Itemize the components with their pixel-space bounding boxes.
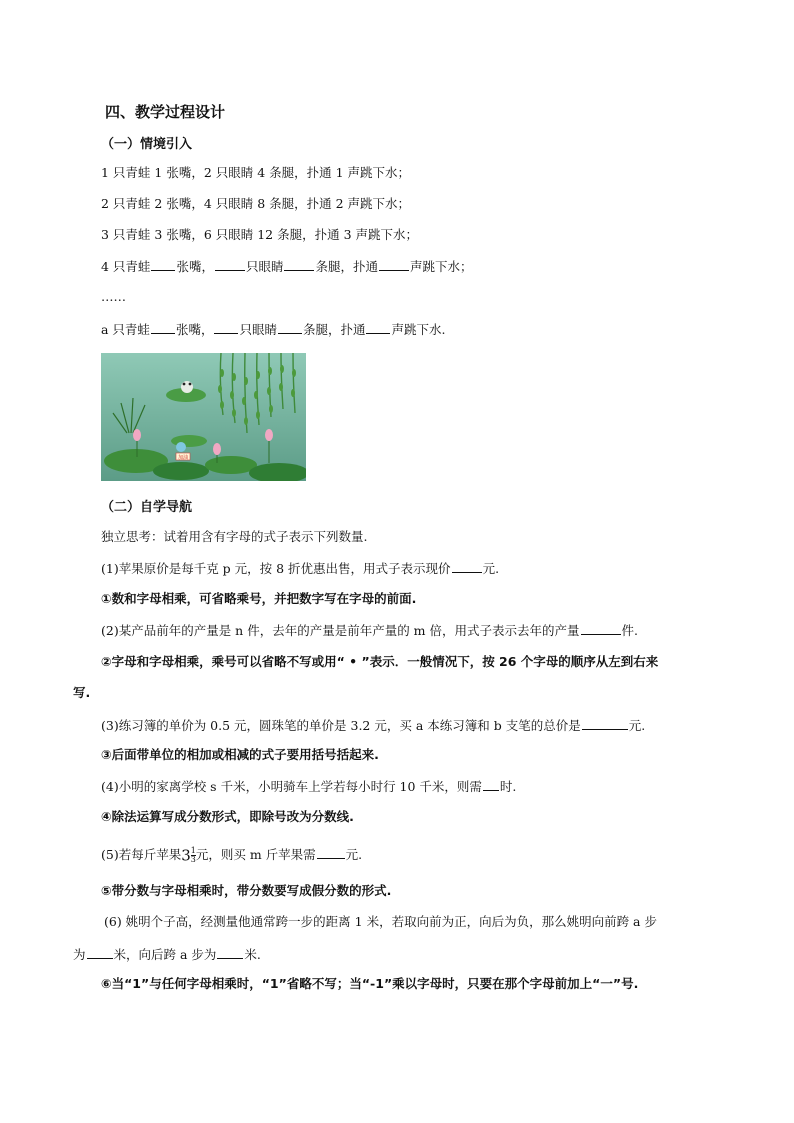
blank	[379, 257, 409, 271]
frog-line-2: 2 只青蛙 2 张嘴，4 只眼睛 8 条腿，扑通 2 声跳下水；	[101, 196, 411, 211]
sign-label: 加油	[177, 455, 189, 461]
frog-figure	[181, 381, 193, 393]
intro-text: 独立思考：试着用含有字母的式子表示下列数量.	[101, 529, 368, 544]
blank	[582, 716, 628, 730]
blank	[483, 777, 499, 791]
question-1: (1)苹果原价是每千克 p 元，按 8 折优惠出售，用式子表示现价 元.	[101, 561, 500, 576]
subsection-self-study: （二）自学导航	[101, 500, 193, 515]
blank	[317, 845, 345, 859]
blank	[151, 257, 175, 271]
blank	[217, 945, 243, 959]
frog-line-3: 3 只青蛙 3 张嘴，6 只眼睛 12 条腿，扑通 3 声跳下水；	[101, 227, 419, 242]
frog-line-1: 1 只青蛙 1 张嘴，2 只眼睛 4 条腿，扑通 1 声跳下水；	[101, 165, 411, 180]
question-6-line-1: (6) 姚明个子高，经测量他通常跨一步的距离 1 米，若取向前为正，向后为负，那么姚明向前跨 a 步	[104, 914, 657, 929]
blank	[452, 559, 482, 573]
frog-line-4: 4 只青蛙 张嘴， 只眼睛 条腿，扑通 声跳下水；	[101, 259, 473, 274]
rule-3: ③后面带单位的相加或相减的式子要用括号括起来.	[101, 747, 379, 762]
blank	[581, 621, 621, 635]
frog-ellipsis: ……	[101, 289, 126, 304]
question-5: (5)若每斤苹果3 $\frac{1}{3}$ 元，则买 m 斤苹果需 元.	[101, 846, 363, 865]
question-3: (3)练习簿的单价为 0.5 元，圆珠笔的单价是 3.2 元，买 a 本练习簿和 b 支笔的总价是 元.	[101, 718, 646, 733]
blank	[151, 320, 175, 334]
rule-2-line-2: 写.	[73, 685, 91, 700]
question-4: (4)小明的家离学校 s 千米，小明骑车上学若每小时行 10 千米，则需 时.	[101, 779, 517, 794]
mixed-fraction: 3 $\frac{1}{3}$	[181, 846, 196, 865]
frog-pond-illustration	[101, 353, 306, 481]
question-6-line-2: 为 米，向后跨 a 步为 米.	[73, 947, 261, 962]
frog-line-a: a 只青蛙 张嘴， 只眼睛 条腿，扑通 声跳下水.	[101, 322, 446, 337]
blank	[366, 320, 390, 334]
rule-6: ⑥当“1”与任何字母相乘时，“1”省略不写；当“-1”乘以字母时，只要在那个字母前加上“一”号.	[101, 976, 639, 991]
rule-4: ④除法运算写成分数形式，即除号改为分数线.	[101, 809, 354, 824]
blank	[87, 945, 113, 959]
blank	[278, 320, 302, 334]
blank	[214, 320, 238, 334]
rule-5: ⑤带分数与字母相乘时，带分数要写成假分数的形式.	[101, 883, 392, 898]
rule-2-line-1: ②字母和字母相乘，乘号可以省略不写或用“ • ”表示．一般情况下，按 26 个字母的顺序从左到右来	[101, 654, 659, 669]
rule-1: ①数和字母相乘，可省略乘号，并把数字写在字母的前面.	[101, 591, 417, 606]
section-title: 四、教学过程设计	[105, 103, 226, 121]
blank	[284, 257, 314, 271]
blank	[215, 257, 245, 271]
subsection-situation-intro: （一）情境引入	[101, 137, 193, 152]
question-2: (2)某产品前年的产量是 n 件，去年的产量是前年产量的 m 倍，用式子表示去年的产量 件.	[101, 623, 638, 638]
